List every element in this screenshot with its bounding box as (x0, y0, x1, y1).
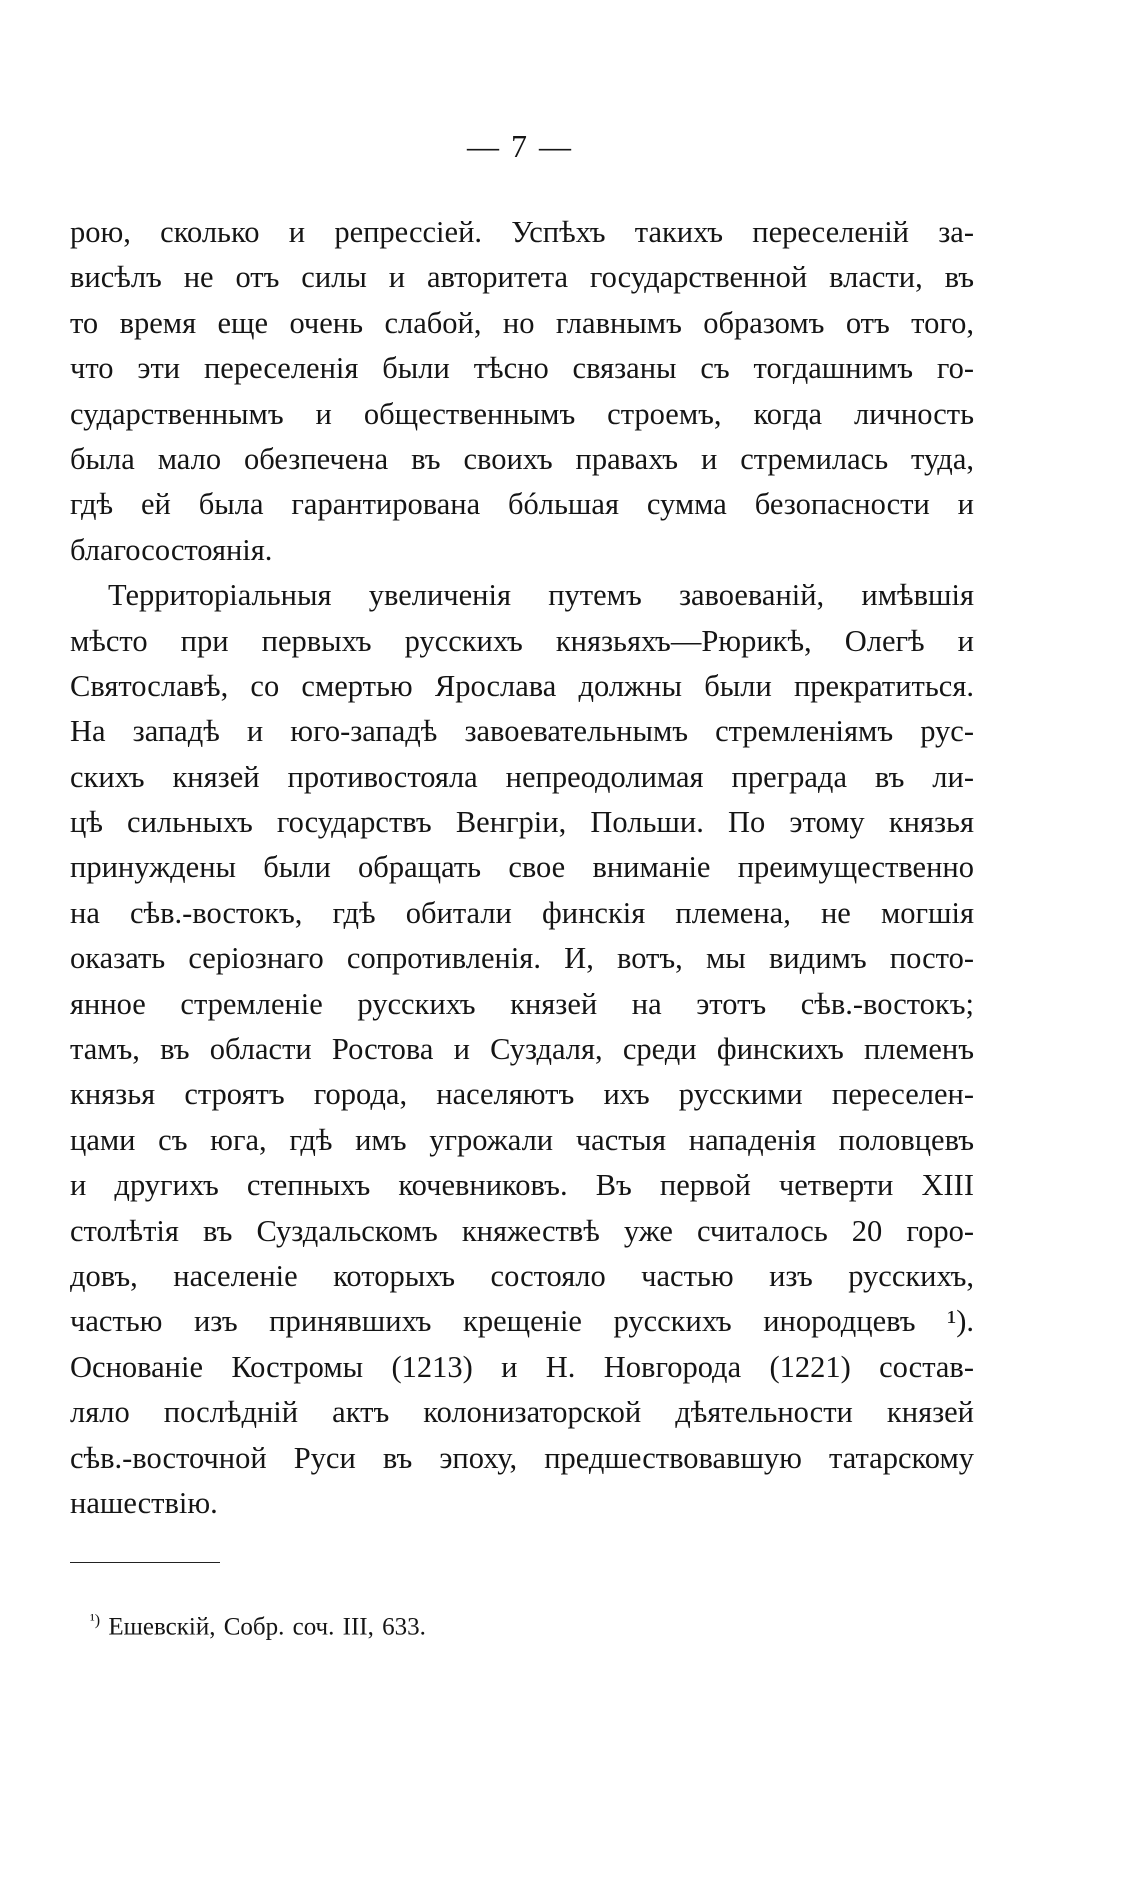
text-line: янное стремленiе русскихъ князей на этотъ сѣв.-востокъ; (70, 986, 974, 1021)
text-line: довъ, населенiе которыхъ состояло частью изъ русскихъ, (70, 1258, 974, 1293)
text-line: и другихъ степныхъ кочевниковъ. Въ первой четверти XIII (70, 1168, 974, 1203)
text-line: на сѣв.-востокъ, гдѣ обитали финскiя племена, не могшiя (70, 895, 974, 930)
text-line: благосостоянiя. (70, 532, 273, 567)
text-line: рою, сколько и репрессiей. Успѣхъ такихъ переселенiй за- (70, 215, 974, 249)
text-line: Основанiе Костромы (1213) и Н. Новгорода (1221) состав- (70, 1349, 974, 1384)
text-line: скихъ князей противостояла непреодолимая преграда въ ли- (70, 759, 974, 794)
text-line: На западѣ и юго-западѣ завоевательнымъ стремленiямъ рус- (70, 714, 974, 749)
text-line: сѣв.-восточной Руси въ эпоху, предшествовавшую татарскому (70, 1440, 974, 1475)
text-line: цами съ юга, гдѣ имъ угрожали частыя нападенiя половцевъ (70, 1122, 974, 1157)
text-line: была мало обезпечена въ своихъ правахъ и стремилась туда, (70, 441, 974, 476)
text-line: что эти переселенiя были тѣсно связаны съ тогдашнимъ го- (70, 351, 974, 386)
text-line: гдѣ ей была гарантирована бóльшая сумма безопасности и (70, 487, 974, 522)
text-line: принуждены были обращать свое вниманiе преимущественно (70, 850, 974, 885)
text-line: князья строятъ города, населяютъ ихъ русскими переселен- (70, 1077, 974, 1112)
text-line: частью изъ принявшихъ крещенiе русскихъ инородцевъ ¹). (70, 1304, 974, 1339)
page-number: — 7 — (467, 128, 573, 164)
text-line: ляло послѣднiй актъ колонизаторской дѣятельности князей (70, 1395, 974, 1430)
footnote-marker: ¹) (90, 1612, 101, 1629)
text-line: оказать серiознаго сопротивленiя. И, вотъ, мы видимъ посто- (70, 941, 974, 976)
text-line: то время еще очень слабой, но главнымъ образомъ отъ того, (70, 305, 974, 340)
footnote (90, 1604, 426, 1644)
text-line: висѣлъ не отъ силы и авторитета государственной власти, въ (70, 260, 974, 295)
text-line: цѣ сильныхъ государствъ Венгрiи, Польши. По этому князья (70, 805, 974, 840)
text-line: тамъ, въ области Ростова и Суздаля, среди финскихъ племенъ (70, 1032, 974, 1067)
text-line: столѣтiя въ Суздальскомъ княжествѣ уже считалось 20 горо- (70, 1213, 974, 1248)
paragraph-first-line: Территорiальныя увеличенiя путемъ завоеванiй, имѣвшiя (108, 578, 974, 613)
footnote-text: Ешевскiй, Собр. соч. III, 633. (108, 1613, 426, 1641)
text-line: нашествiю. (70, 1485, 218, 1520)
text-line: мѣсто при первыхъ русскихъ князьяхъ—Рюрикѣ, Олегѣ и (70, 623, 974, 658)
body-text (70, 210, 974, 1526)
footnote-divider (70, 1562, 220, 1563)
text-line: сударственнымъ и общественнымъ строемъ, когда личность (70, 396, 974, 431)
text-line: Святославѣ, со смертью Ярослава должны были прекратиться. (70, 668, 974, 703)
